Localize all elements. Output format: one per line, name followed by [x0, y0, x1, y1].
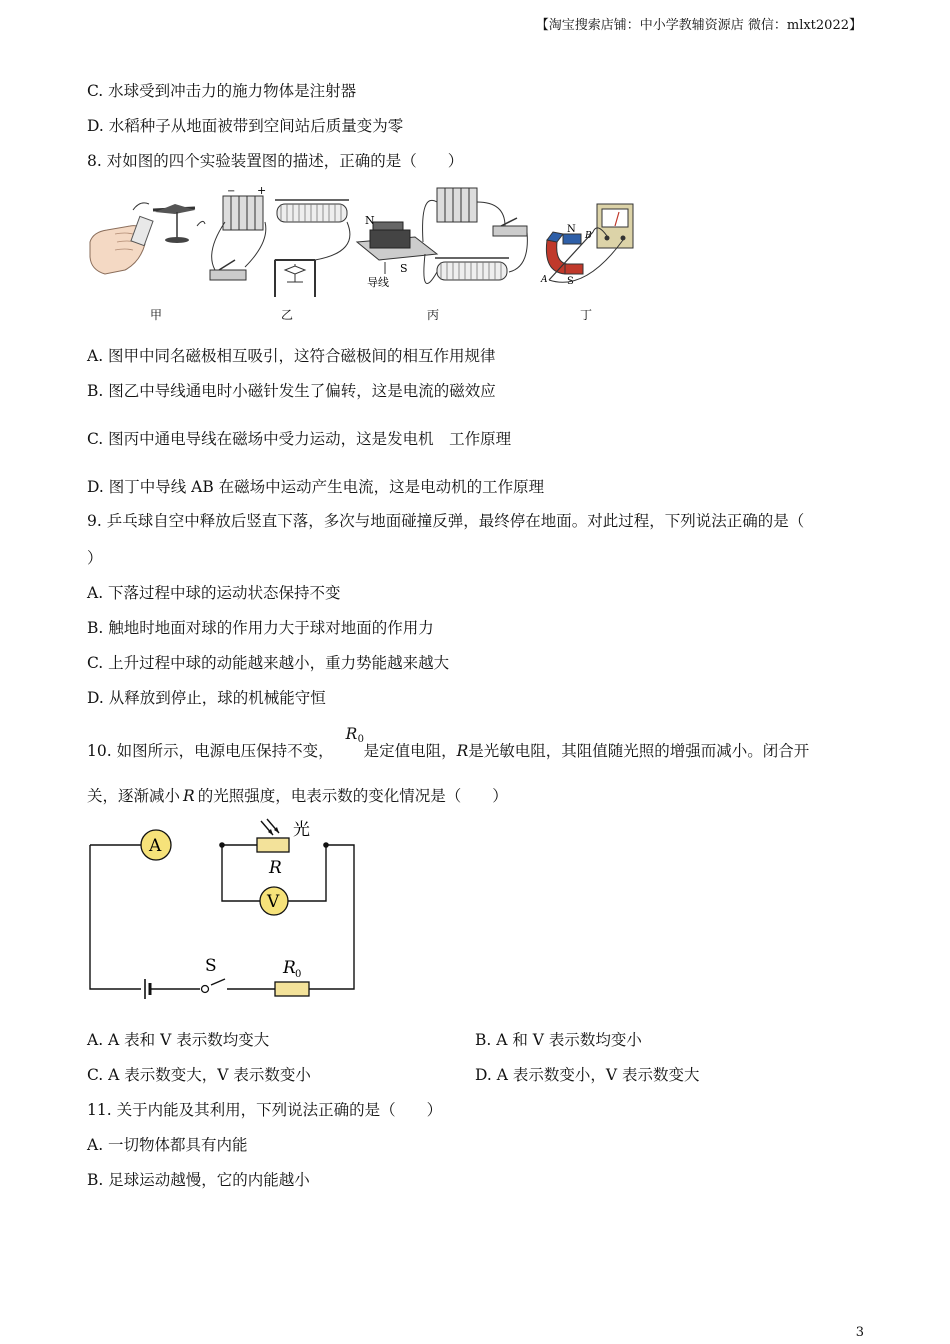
ammeter: A: [149, 836, 162, 856]
battery-plus: +: [257, 184, 267, 197]
fixed-resistor-label: R: [283, 958, 296, 978]
figure-caption-jia: 甲: [150, 308, 163, 322]
figure-ding: [540, 204, 633, 287]
voltmeter: V: [267, 892, 280, 912]
figure-caption-yi: 乙: [281, 308, 294, 322]
q8-option-b: B. 图乙中导线通电时小磁针发生了偏转，这是电流的磁效应: [87, 382, 496, 400]
q10-circuit-diagram: [85, 815, 365, 1005]
figure-bing: [357, 188, 527, 289]
q8-option-a: A. 图甲中同名磁极相互吸引，这符合磁极间的相互作用规律: [87, 347, 496, 365]
q10-option-a: A. A 表和 V 表示数均变大: [87, 1031, 270, 1049]
q9-option-b: B. 触地时地面对球的作用力大于球对地面的作用力: [87, 619, 434, 637]
q9-option-c: C. 上升过程中球的动能越来越小，重力势能越来越大: [87, 654, 450, 672]
q8-option-c: C. 图丙中通电导线在磁场中受力运动，这是发电机 工作原理: [87, 430, 512, 448]
q10-r-symbol: R: [456, 742, 469, 760]
q10-stem-part4: 关，逐渐减小: [87, 787, 181, 805]
figure-caption-bing: 丙: [427, 308, 440, 322]
q10-stem-part2: 是定值电阻，: [363, 742, 457, 760]
q10-stem-line1: [87, 725, 810, 761]
q9-option-d: D. 从释放到停止，球的机械能守恒: [87, 689, 326, 707]
fixed-resistor-subscript: 0: [295, 969, 302, 980]
q9-stem-line2: ）: [87, 549, 103, 567]
page-header: 【淘宝搜索店铺：中小学教辅资源店 微信：mlxt2022】: [535, 18, 862, 33]
q10-r0-symbol: R 0: [345, 725, 364, 745]
q8-figure: [85, 182, 645, 327]
q9-stem-line1: 9. 乒乓球自空中释放后竖直下落，多次与地面碰撞反弹，最终停在地面。对此过程，下列说法正确的是（: [87, 512, 805, 530]
light-label: 光: [293, 820, 310, 840]
switch-label: S: [205, 956, 217, 976]
battery-minus: −: [227, 186, 236, 197]
q8-stem: 8. 对如图的四个实验装置图的描述，正确的是（ ）: [87, 152, 464, 170]
q10-option-d: D. A 表示数变小，V 表示数变大: [475, 1066, 700, 1084]
q10-stem-part1: 10. 如图所示，电源电压保持不变，: [87, 742, 334, 760]
magnet-n-label-ding: N: [567, 224, 576, 235]
figure-caption-ding: 丁: [580, 308, 593, 322]
q7-option-c: C. 水球受到冲击力的施力物体是注射器: [87, 82, 357, 100]
q10-stem-part3: 是光敏电阻，其阻值随光照的增强而减小。闭合开: [468, 742, 810, 760]
magnet-n-label: N: [365, 214, 375, 227]
figure-jia: [90, 203, 205, 274]
q7-option-d: D. 水稻种子从地面被带到空间站后质量变为零: [87, 117, 404, 135]
q9-option-a: A. 下落过程中球的运动状态保持不变: [87, 584, 341, 602]
q10-r-symbol-2: R: [183, 787, 195, 805]
q10-option-c: C. A 表示数变大，V 表示数变小: [87, 1066, 311, 1084]
q8-option-d: D. 图丁中导线 AB 在磁场中运动产生电流，这是电动机的工作原理: [87, 478, 545, 496]
wire-label: 导线: [367, 276, 389, 289]
q10-stem-part5: 的光照强度，电表示数的变化情况是（ ）: [197, 787, 508, 805]
q10-option-b: B. A 和 V 表示数均变小: [475, 1031, 642, 1049]
q11-option-a: A. 一切物体都具有内能: [87, 1136, 248, 1154]
page-number: 3: [855, 1325, 864, 1340]
photoresistor-label: R: [269, 858, 282, 878]
wire-end-a: A: [541, 275, 548, 285]
figure-yi: [210, 184, 350, 297]
q11-stem: 11. 关于内能及其利用，下列说法正确的是（ ）: [87, 1101, 443, 1119]
magnet-s-label: S: [400, 262, 408, 275]
magnet-s-label-ding: S: [567, 276, 574, 287]
q10-stem-line2: [87, 786, 508, 806]
wire-end-b: B: [585, 231, 592, 241]
q11-option-b: B. 足球运动越慢，它的内能越小: [87, 1171, 310, 1189]
